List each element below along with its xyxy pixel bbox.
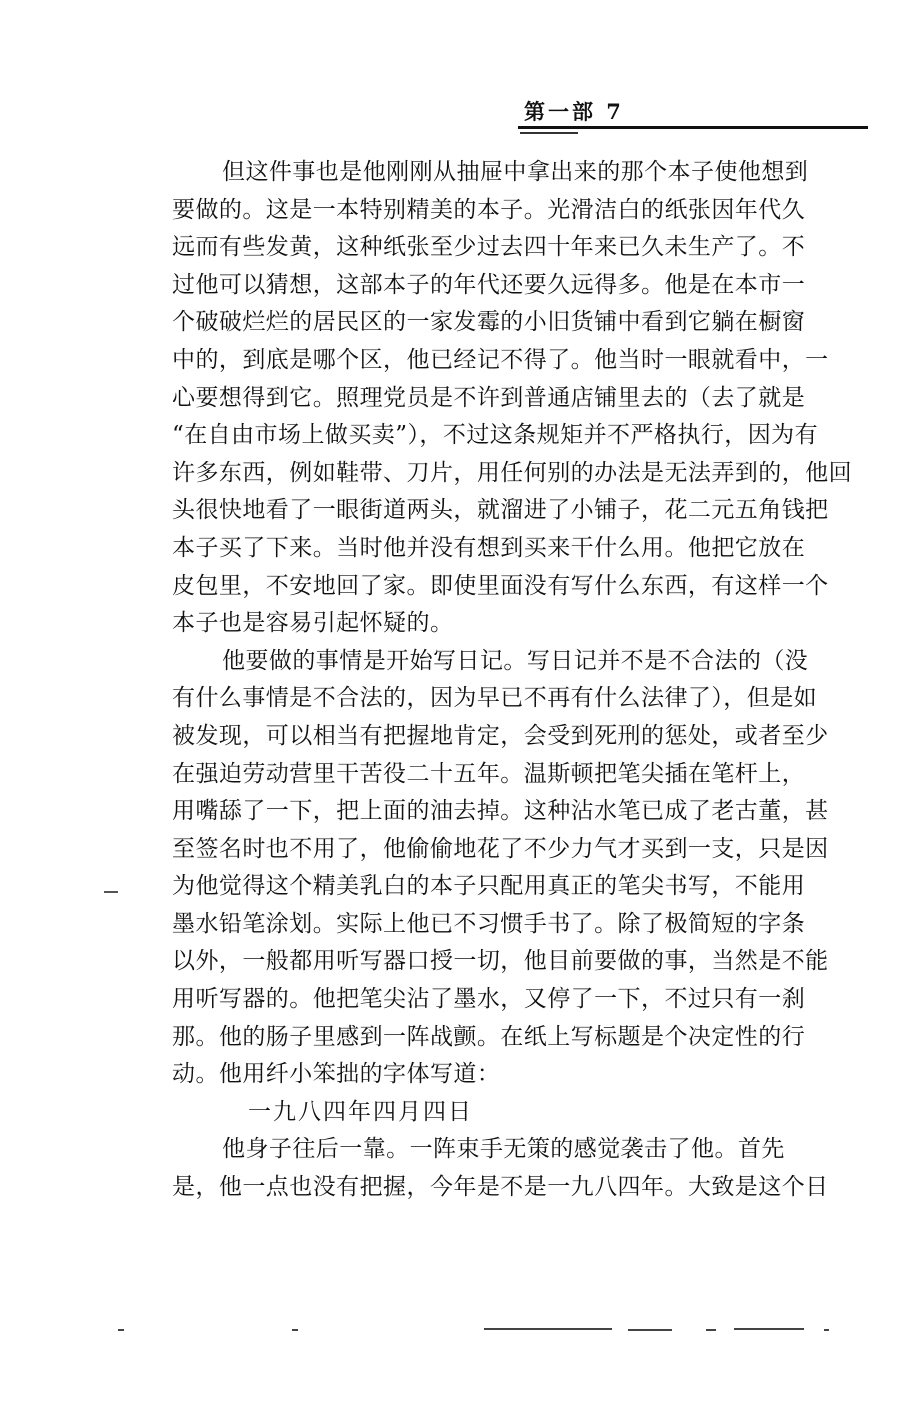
paragraph-line: 要做的。这是一本特别精美的本子。光滑洁白的纸张因年代久 xyxy=(172,196,806,223)
paragraph-line: 心要想得到它。照理党员是不许到普通店铺里去的（去了就是 xyxy=(172,384,806,411)
paragraph-line: 至签名时也不用了，他偷偷地花了不少力气才买到一支，只是因 xyxy=(172,835,829,862)
running-head: 第一部 7 xyxy=(524,99,624,124)
paragraph-line: 那。他的肠子里感到一阵战颤。在纸上写标题是个决定性的行 xyxy=(172,1023,806,1050)
diary-date-line: 一九八四年四月四日 xyxy=(248,1098,473,1125)
scan-margin-mark xyxy=(104,891,118,893)
header-rule-accent xyxy=(520,132,578,134)
paragraph-line: 许多东西，例如鞋带、刀片，用任何别的办法是无法弄到的，他回 xyxy=(172,459,853,486)
scan-speck xyxy=(824,1329,829,1331)
paragraph-line: 个破破烂烂的居民区的一家发霉的小旧货铺中看到它躺在橱窗 xyxy=(172,309,806,336)
paragraph-line: 过他可以猜想，这部本子的年代还要久远得多。他是在本市一 xyxy=(172,271,806,298)
paragraph-line: 为他觉得这个精美乳白的本子只配用真正的笔尖书写，不能用 xyxy=(172,873,806,900)
paragraph-line: 有什么事情是不合法的，因为早已不再有什么法律了），但是如 xyxy=(172,685,818,712)
paragraph-line: 但这件事也是他刚刚从抽屉中拿出来的那个本子使他想到 xyxy=(222,159,809,185)
paragraph-line: 头很快地看了一眼街道两头，就溜进了小铺子，花二元五角钱把 xyxy=(172,497,829,524)
paragraph-line: 用听写器的。他把笔尖沾了墨水，又停了一下，不过只有一刹 xyxy=(172,986,806,1013)
body-text xyxy=(172,154,862,1207)
paragraph-line: 是，他一点也没有把握，今年是不是一九八四年。大致是这个日 xyxy=(172,1174,829,1201)
paragraph-line: “在自由市场上做买卖”），不过这条规矩并不严格执行，因为有 xyxy=(172,422,819,449)
paragraph-line: 在强迫劳动营里干苦役二十五年。温斯顿把笔尖插在笔杆上， xyxy=(172,760,806,787)
scan-line-segment xyxy=(484,1328,612,1330)
scan-line-segment xyxy=(628,1329,672,1331)
paragraph-line: 墨水铅笔涂划。实际上他已不习惯手书了。除了极简短的字条 xyxy=(172,910,806,937)
paragraph-line: 以外，一般都用听写器口授一切，他目前要做的事，当然是不能 xyxy=(172,948,829,975)
scan-bottom-marks xyxy=(0,1326,921,1334)
page-header xyxy=(518,96,868,136)
paragraph-line: 他身子往后一靠。一阵束手无策的感觉袭击了他。首先 xyxy=(222,1136,785,1163)
scan-speck xyxy=(706,1329,716,1331)
paragraph-line: 远而有些发黄，这种纸张至少过去四十年来已久未生产了。不 xyxy=(172,234,806,261)
paragraph-line: 他要做的事情是开始写日记。写日记并不是不合法的（没 xyxy=(222,647,809,674)
paragraph-line: 本子也是容易引起怀疑的。 xyxy=(172,610,454,637)
header-rule xyxy=(518,126,868,129)
paragraph-line: 本子买了下来。当时他并没有想到买来干什么用。他把它放在 xyxy=(172,534,806,561)
paragraph-line: 用嘴舔了一下，把上面的油去掉。这种沾水笔已成了老古董，甚 xyxy=(172,798,829,825)
scan-speck xyxy=(292,1329,298,1331)
scan-speck xyxy=(118,1329,124,1331)
paragraph-line: 中的，到底是哪个区，他已经记不得了。他当时一眼就看中，一 xyxy=(172,346,829,373)
paragraph-line: 皮包里，不安地回了家。即使里面没有写什么东西，有这样一个 xyxy=(172,572,829,599)
scan-line-segment xyxy=(734,1328,804,1330)
paragraph-line: 被发现，可以相当有把握地肯定，会受到死刑的惩处，或者至少 xyxy=(172,722,829,749)
paragraph-line: 动。他用纤小笨拙的字体写道： xyxy=(172,1061,501,1088)
